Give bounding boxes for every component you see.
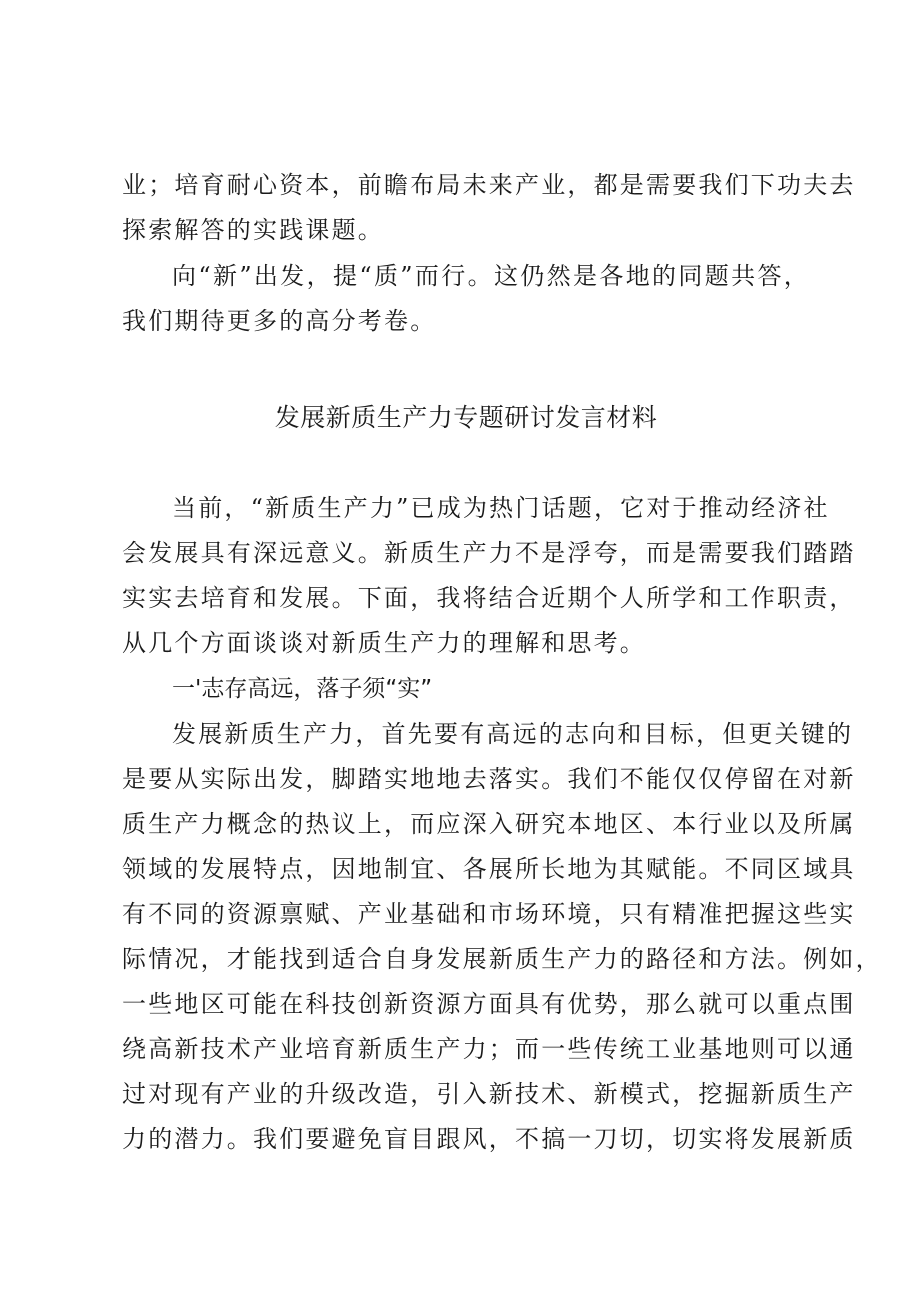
text-line: 领域的发展特点，因地制宜、各展所长地为其赋能。不同区域具 [122, 855, 856, 883]
paragraph-closing [122, 254, 810, 344]
text-line: 实实去培育和发展。下面，我将结合近期个人所学和工作职责， [122, 584, 856, 612]
text-line: 从几个方面谈谈对新质生产力的理解和思考。 [122, 629, 646, 657]
text-line: 业；培育耐心资本，前瞻布局未来产业，都是需要我们下功夫去 [122, 171, 856, 199]
text-line: 会发展具有深远意义。新质生产力不是浮夸，而是需要我们踏踏 [122, 539, 856, 567]
text-line: 力的潜力。我们要避免盲目跟风，不搞一刀切，切实将发展新质 [122, 1125, 856, 1153]
paragraph-section-1 [122, 712, 882, 1162]
text-line: 有不同的资源禀赋、产业基础和市场环境，只有精准把握这些实 [122, 900, 856, 928]
paragraph-intro [122, 486, 856, 666]
text-line: 发展新质生产力，首先要有高远的志向和目标，但更关键的 [172, 720, 854, 748]
paragraph-continued [122, 163, 856, 253]
text-line: 际情况，才能找到适合自身发展新质生产力的路径和方法。例如， [122, 945, 882, 973]
text-line: 是要从实际出发，脚踏实地地去落实。我们不能仅仅停留在对新 [122, 765, 856, 793]
document-title: 发展新质生产力专题研讨发言材料 [274, 403, 658, 432]
text-line: 一些地区可能在科技创新资源方面具有优势，那么就可以重点围 [122, 990, 856, 1018]
text-line: 向“新”出发，提“质”而行。这仍然是各地的同题共答， [172, 262, 810, 290]
text-line: 质生产力概念的热议上，而应深入研究本地区、本行业以及所属 [122, 810, 856, 838]
text-line: 过对现有产业的升级改造，引入新技术、新模式，挖掘新质生产 [122, 1080, 856, 1108]
text-line: 绕高新技术产业培育新质生产力；而一些传统工业基地则可以通 [122, 1035, 856, 1063]
text-line: 当前，“新质生产力”已成为热门话题，它对于推动经济社 [172, 494, 830, 522]
section-heading-1: 一'志存高远，落子须“实” [172, 676, 433, 702]
text-line: 探索解答的实践课题。 [122, 216, 384, 244]
text-line: 我们期待更多的高分考卷。 [122, 307, 437, 335]
